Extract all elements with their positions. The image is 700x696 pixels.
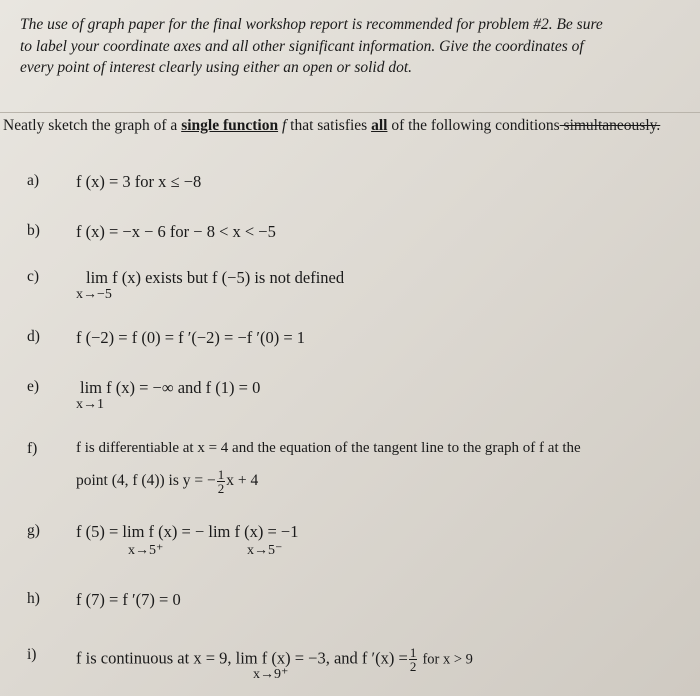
tangent-text-end: x + 4: [226, 472, 259, 490]
condition-expr: f (7) = f ′(7) = 0: [76, 590, 181, 609]
fraction-den: 2: [409, 659, 417, 674]
instructions-line-2: to label your coordinate axes and all other significant information. Give the coordinates of: [20, 37, 584, 55]
instructions-line-3: every point of interest clearly using either an open or solid dot.: [20, 59, 413, 76]
limit-subscript: x→1: [76, 397, 104, 412]
condition-expr: f is differentiable at x = 4 and the equation of the tangent line to the graph of f at the: [76, 440, 581, 456]
continuity-text-end: for x > 9: [422, 651, 473, 668]
limit-subscript: x→9⁺: [253, 667, 289, 682]
condition-label: g): [27, 522, 40, 539]
condition-expr: f (x) = −x − 6 for − 8 < x < −5: [76, 222, 276, 241]
condition-expr: f (x) = 3 for x ≤ −8: [76, 172, 202, 191]
tangent-text: point (4, f (4)) is y = −: [76, 472, 216, 490]
condition-expr: lim f (x) = −∞ and f (1) = 0: [80, 378, 261, 397]
condition-label: i): [27, 646, 37, 663]
lead-prefix: Neatly sketch the graph of a: [3, 117, 182, 134]
fraction: [409, 646, 418, 673]
limit-subscript-left: x→5⁻: [247, 543, 283, 558]
condition-label: a): [27, 172, 40, 189]
limit-subscript: x→−5: [76, 287, 112, 302]
fraction-num: 1: [409, 645, 417, 660]
condition-label: b): [27, 222, 40, 239]
condition-label: d): [27, 328, 40, 345]
lead-middle: that satisfies: [286, 117, 372, 134]
continuity-text: f is continuous at x = 9, lim f (x) = −3, and f ′(x) =: [76, 648, 408, 668]
condition-expr: f (5) = lim f (x) = − lim f (x) = −1: [76, 522, 299, 541]
condition-expr: lim f (x) exists but f (−5) is not defined: [86, 268, 345, 287]
instructions: [20, 14, 620, 79]
problem-statement: [3, 117, 660, 135]
fraction-den: 2: [217, 481, 225, 496]
condition-label: c): [27, 268, 40, 285]
condition-line-2: [76, 468, 258, 495]
lead-single-function: single function: [181, 117, 279, 134]
fraction: [217, 468, 226, 495]
instructions-line-1: The use of graph paper for the final workshop report is recommended for problem #2. Be sure: [20, 16, 603, 33]
lead-struck: simultaneously.: [559, 117, 661, 134]
lead-fname: f: [281, 117, 287, 134]
condition-label: f): [27, 440, 38, 457]
condition-label: h): [27, 590, 40, 607]
limit-subscript-right: x→5⁺: [128, 543, 164, 558]
lead-all: all: [371, 117, 388, 134]
divider: [0, 112, 700, 113]
fraction-num: 1: [217, 467, 225, 482]
condition-expr: f (−2) = f (0) = f ′(−2) = −f ′(0) = 1: [76, 328, 306, 347]
lead-suffix: of the following conditions: [387, 117, 560, 134]
condition-label: e): [27, 378, 40, 395]
